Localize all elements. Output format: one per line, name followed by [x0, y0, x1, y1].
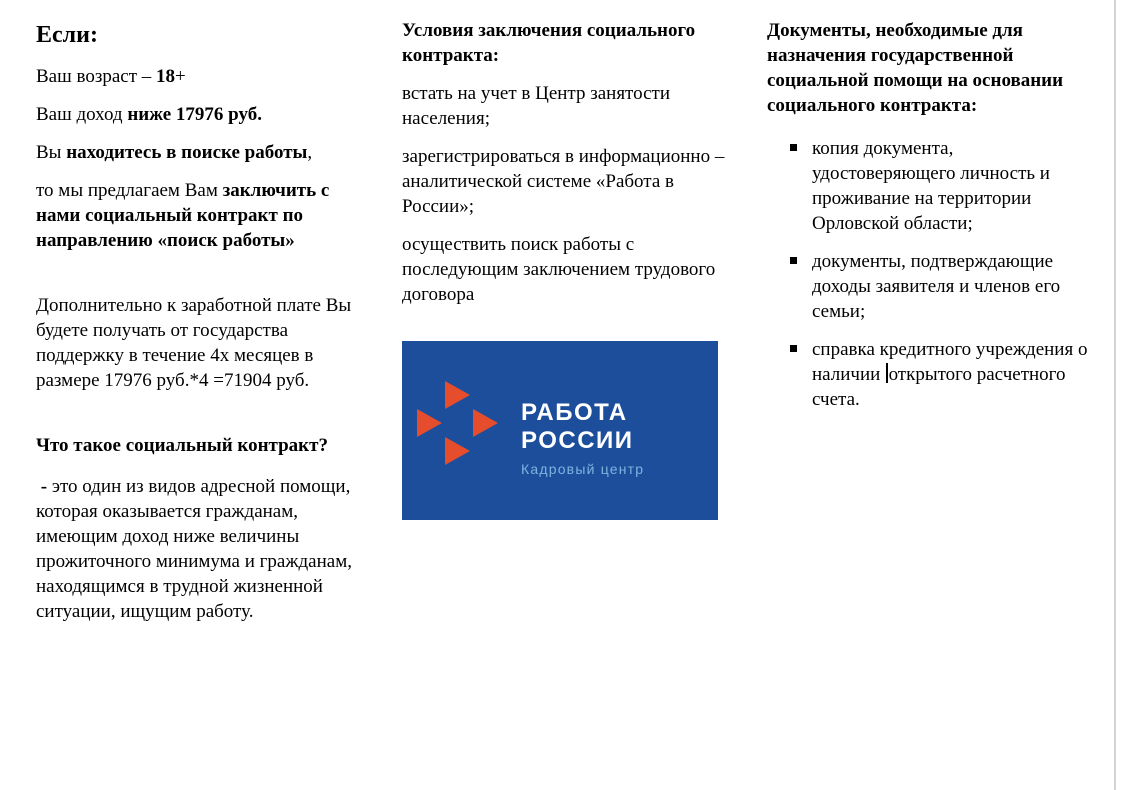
bullet3-text-after: открытого расчетного счета.	[812, 364, 1066, 410]
logo-text-block	[521, 399, 644, 477]
income-paragraph	[36, 102, 370, 127]
if-heading: Если:	[36, 22, 98, 48]
bullet-text: документы, подтверждающие доходы заявителя и членов его семьи;	[812, 251, 1061, 322]
documents-heading: Документы, необходимые для назначения государственной социальной помощи на основании социального контракта:	[767, 20, 1064, 116]
square-bullet-icon	[790, 337, 812, 412]
logo-title-line2: РОССИИ	[521, 427, 634, 454]
list-item	[767, 249, 1097, 324]
bullet-text: копия документа, удостоверяющего личность и проживание на территории Орловской области;	[812, 138, 1050, 234]
answer-paragraph	[36, 474, 370, 624]
income-text: Ваш доход	[36, 104, 128, 125]
page-edge-divider	[1114, 0, 1116, 790]
list-item	[767, 136, 1097, 236]
rabota-rossii-logo	[402, 341, 718, 520]
income-bold: ниже 17976 руб.	[127, 104, 262, 125]
age-text: Ваш возраст –	[36, 66, 157, 87]
logo-triangle-icon	[445, 437, 470, 465]
column-documents	[767, 18, 1097, 425]
square-bullet-icon	[790, 249, 812, 324]
column-conditions	[402, 18, 728, 520]
logo-subtitle: Кадровый центр	[521, 461, 645, 477]
column-if-conditions	[36, 20, 370, 624]
documents-bullet-list	[767, 136, 1097, 412]
conditions-heading: Условия заключения социального контракта:	[402, 20, 696, 66]
list-item	[767, 337, 1097, 412]
job-search-paragraph	[36, 140, 370, 165]
bullet-text	[812, 337, 1097, 412]
answer-dash: -	[36, 476, 52, 497]
offer-paragraph	[36, 178, 370, 253]
condition-item: встать на учет в Центр занятости населения;	[402, 83, 670, 129]
text-cursor-caret	[886, 363, 888, 383]
bullet3-text-before: справка кредитного учреждения о наличии	[812, 339, 1088, 385]
square-bullet-icon	[790, 136, 812, 236]
what-is-social-contract-heading: Что такое социальный контракт?	[36, 435, 328, 456]
offer-text: то мы предлагаем Вам	[36, 180, 223, 201]
logo-triangle-icon	[445, 381, 470, 409]
logo-title-line1: РАБОТА	[521, 399, 628, 426]
support-paragraph: Дополнительно к заработной плате Вы будете получать от государства поддержку в течение 4х месяцев в размере 17976 руб.*4 =71904 руб.	[36, 295, 352, 391]
age-paragraph	[36, 64, 370, 89]
offer-bold: заключить с нами социальный контракт по направлению «поиск работы»	[36, 180, 330, 251]
logo-triangle-icon	[473, 409, 498, 437]
condition-item: осуществить поиск работы с последующим заключением трудового договора	[402, 234, 716, 305]
job-search-text: Вы	[36, 142, 67, 163]
logo-triangle-icon	[417, 409, 442, 437]
job-search-bold: находитесь в поиске работы	[66, 142, 308, 163]
job-search-suffix: ,	[307, 142, 313, 163]
answer-text: это один из видов адресной помощи, которая оказывается гражданам, имеющим доход ниже величины прожиточного минимума и гражданам, находящимся в трудной жизненной ситуации, ищущим работу.	[36, 476, 352, 622]
condition-item: зарегистрироваться в информационно – аналитической системе «Работа в России»;	[402, 146, 725, 217]
age-suffix: +	[175, 66, 186, 87]
age-bold: 18	[156, 66, 176, 87]
